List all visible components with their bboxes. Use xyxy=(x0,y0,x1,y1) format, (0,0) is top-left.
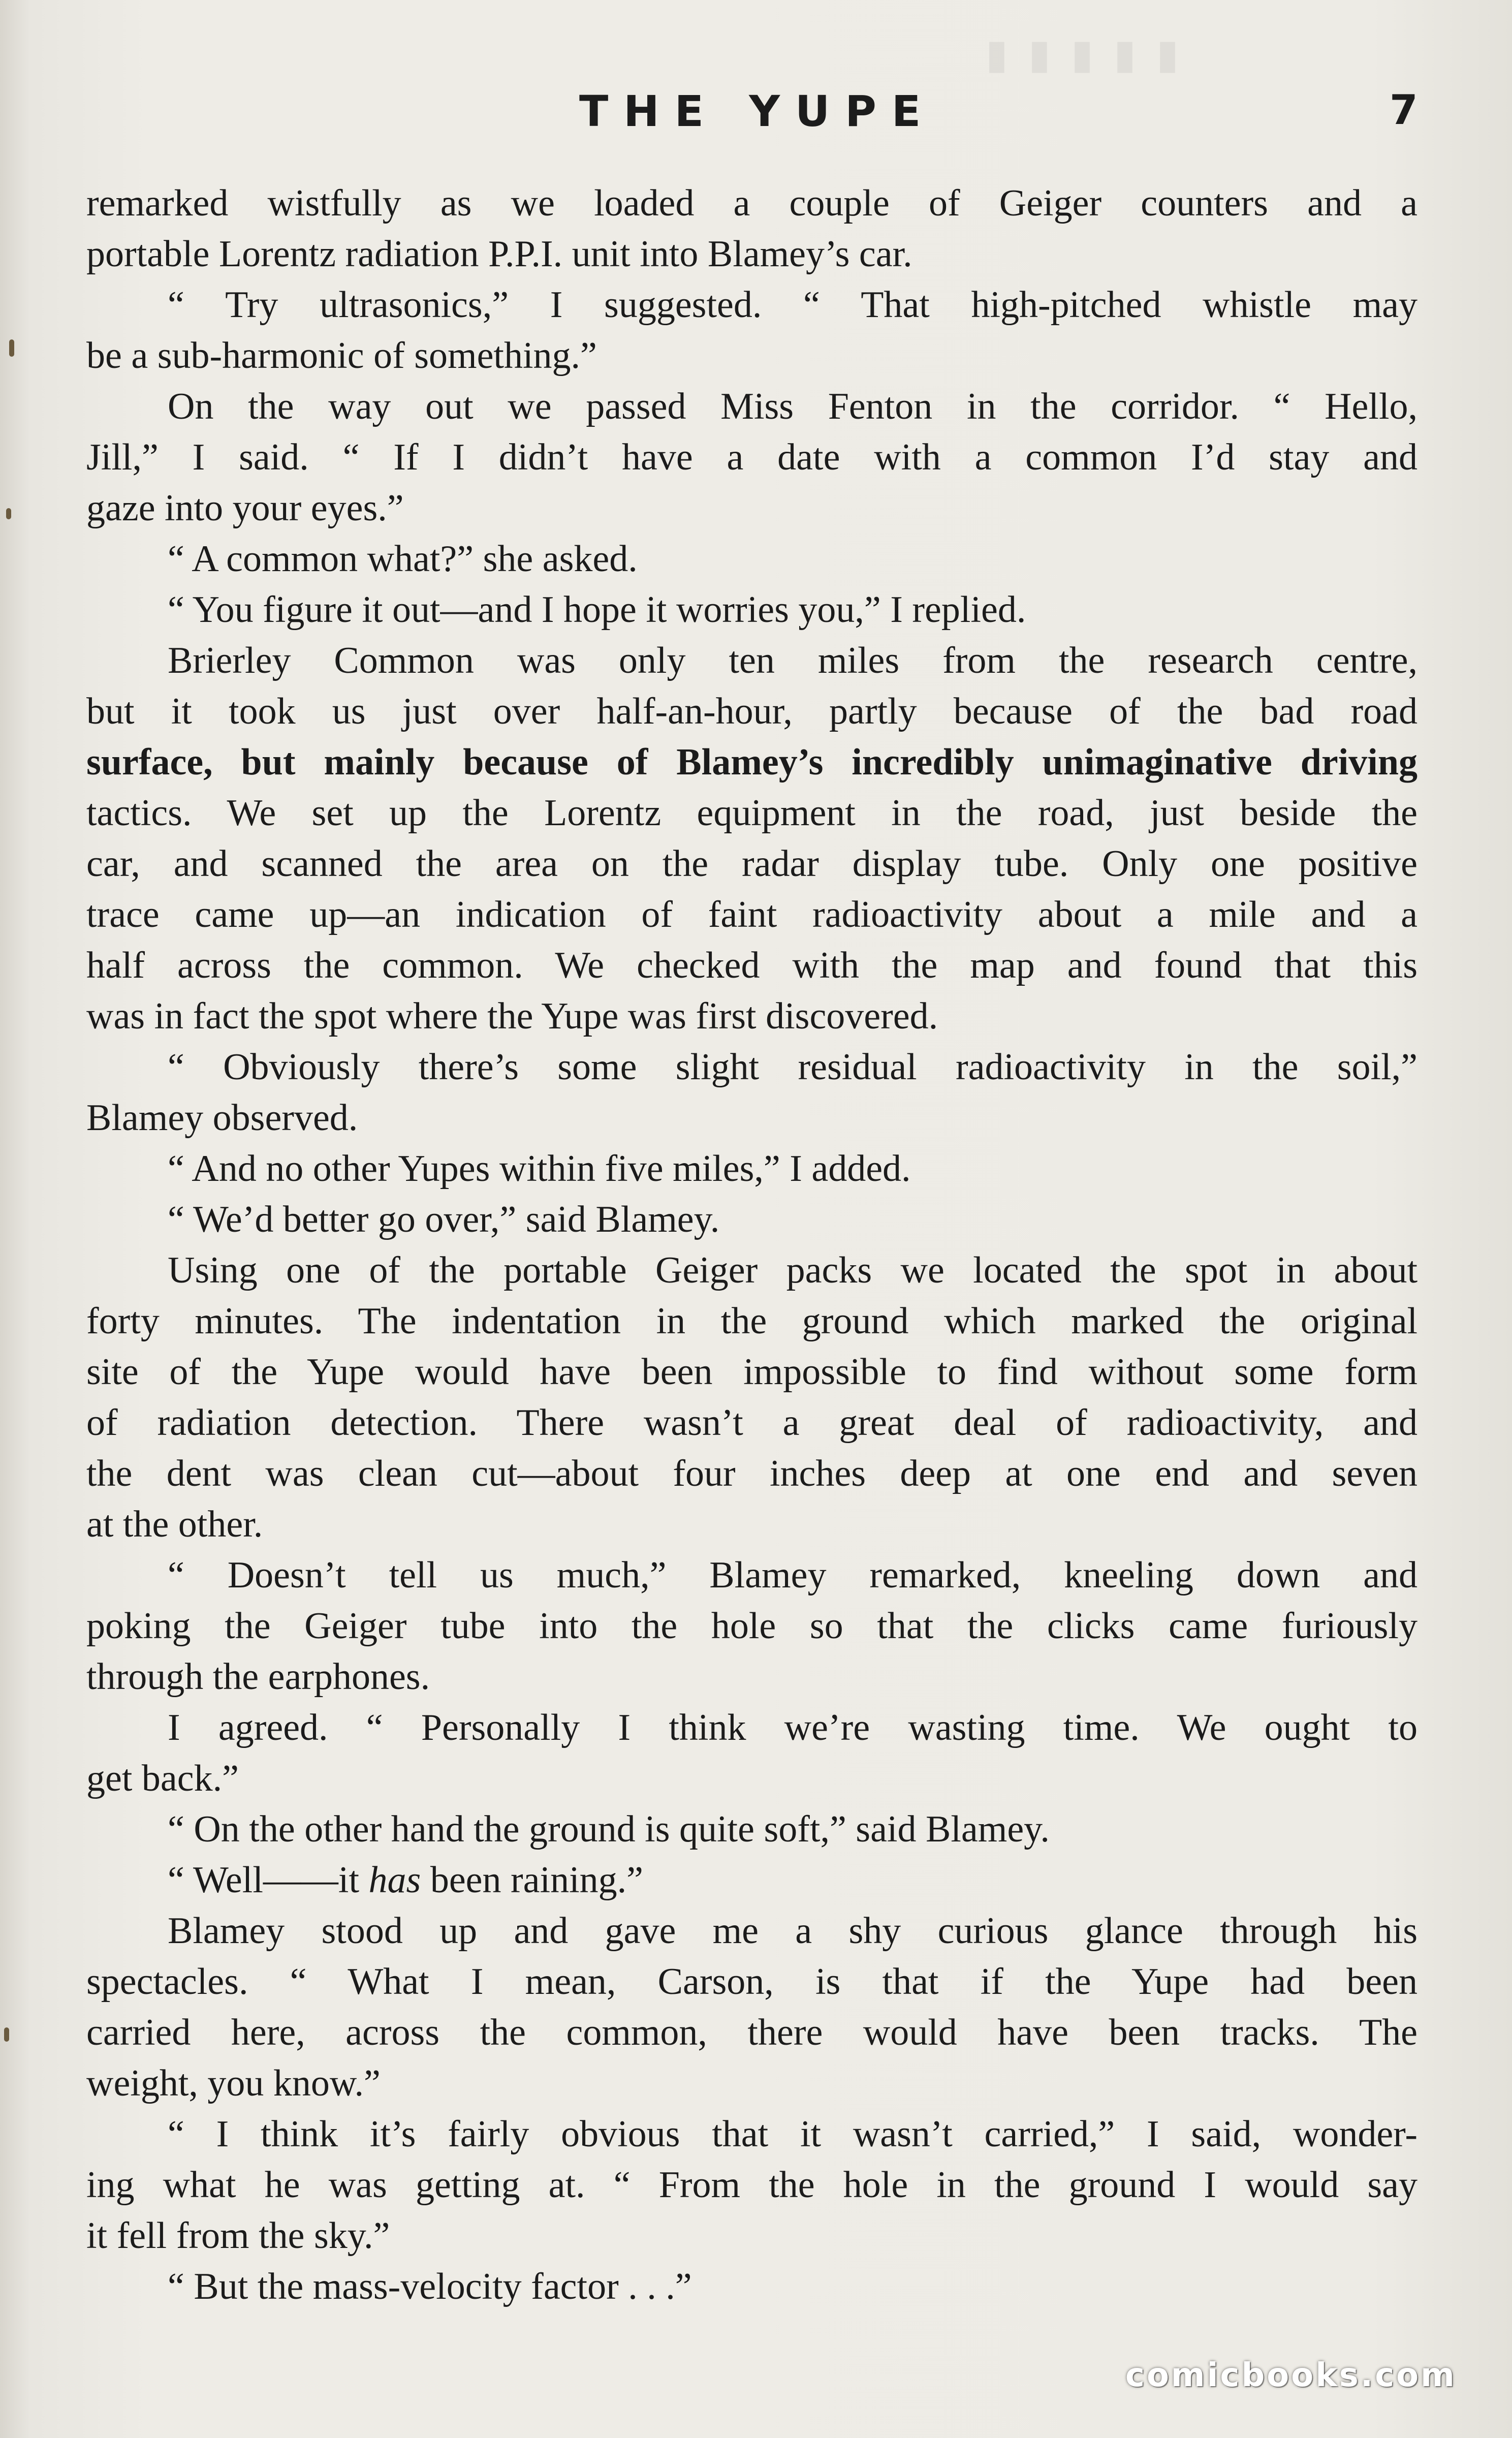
text-line: weight, you know.” xyxy=(86,2062,381,2104)
text-line: “ But the mass-velocity factor . . .” xyxy=(168,2266,692,2307)
text-line: forty minutes. The indentation in the ground which marked the original xyxy=(86,1300,1418,1342)
text-line: ing what he was getting at. “ From the hole in the ground I would say xyxy=(86,2164,1418,2206)
text-line: site of the Yupe would have been impossible to find without some form xyxy=(86,1351,1418,1393)
text-line: On the way out we passed Miss Fenton in the corridor. “ Hello, xyxy=(168,386,1418,427)
text-line: be a sub-harmonic of something.” xyxy=(86,335,597,377)
text-line: surface, but mainly because of Blamey’s incredibly unimaginative driving xyxy=(86,741,1418,783)
page-header xyxy=(0,76,1512,137)
text-line: Blamey stood up and gave me a shy curious glance through his xyxy=(168,1910,1418,1952)
text-line: half across the common. We checked with the map and found that this xyxy=(86,945,1418,986)
text-line: but it took us just over half-an-hour, partly because of the bad road xyxy=(86,691,1418,732)
text-line: “ A common what?” she asked. xyxy=(168,538,638,580)
text-line: carried here, across the common, there would have been tracks. The xyxy=(86,2012,1418,2053)
text-line: “ Well——it has been raining.” xyxy=(168,1859,643,1901)
page-edge-mark xyxy=(4,2027,9,2042)
text-line: Brierley Common was only ten miles from the research centre, xyxy=(168,640,1418,681)
text-line: gaze into your eyes.” xyxy=(86,487,404,529)
watermark: comicbooks.com xyxy=(1125,2357,1457,2394)
text-line: Blamey observed. xyxy=(86,1097,358,1139)
text-line: get back.” xyxy=(86,1758,239,1799)
text-line: poking the Geiger tube into the hole so that the clicks came furiously xyxy=(86,1605,1418,1647)
text-line: it fell from the sky.” xyxy=(86,2215,390,2257)
text-line: tactics. We set up the Lorentz equipment in the road, just beside the xyxy=(86,792,1418,834)
text-line: was in fact the spot where the Yupe was first discovered. xyxy=(86,995,938,1037)
body-text xyxy=(86,178,1418,2312)
text-line: “ And no other Yupes within five miles,” I added. xyxy=(168,1148,911,1190)
text-line: through the earphones. xyxy=(86,1656,430,1698)
text-line: the dent was clean cut—about four inches deep at one end and seven xyxy=(86,1453,1418,1494)
text-line: at the other. xyxy=(86,1504,263,1545)
bleed-through-heading: ▮▮▮▮▮ xyxy=(965,30,1179,78)
page-edge-mark xyxy=(9,339,14,357)
text-line: I agreed. “ Personally I think we’re wasting time. We ought to xyxy=(168,1707,1418,1748)
text-line: spectacles. “ What I mean, Carson, is that if the Yupe had been xyxy=(86,1961,1418,2003)
page-number: 7 xyxy=(1390,86,1418,134)
text-line: Using one of the portable Geiger packs we located the spot in about xyxy=(168,1249,1418,1291)
text-line: remarked wistfully as we loaded a couple of Geiger counters and a xyxy=(86,182,1418,224)
text-line: Jill,” I said. “ If I didn’t have a date with a common I’d stay and xyxy=(86,436,1418,478)
text-line: “ Obviously there’s some slight residual radioactivity in the soil,” xyxy=(168,1046,1418,1088)
page-edge-mark xyxy=(6,508,11,519)
running-title: THE YUPE xyxy=(579,86,936,136)
text-line: “ We’d better go over,” said Blamey. xyxy=(168,1199,720,1240)
text-line: car, and scanned the area on the radar display tube. Only one positive xyxy=(86,843,1418,885)
text-line: “ On the other hand the ground is quite soft,” said Blamey. xyxy=(168,1808,1050,1850)
text-line: trace came up—an indication of faint radioactivity about a mile and a xyxy=(86,894,1418,935)
text-line: “ Try ultrasonics,” I suggested. “ That high-pitched whistle may xyxy=(168,284,1418,326)
text-line: “ You figure it out—and I hope it worries you,” I replied. xyxy=(168,589,1026,631)
text-line: of radiation detection. There wasn’t a great deal of radioactivity, and xyxy=(86,1402,1418,1444)
text-line: “ Doesn’t tell us much,” Blamey remarked, kneeling down and xyxy=(168,1554,1418,1596)
text-line: portable Lorentz radiation P.P.I. unit into Blamey’s car. xyxy=(86,233,912,275)
text-line: “ I think it’s fairly obvious that it wasn’t carried,” I said, wonder- xyxy=(168,2113,1418,2155)
